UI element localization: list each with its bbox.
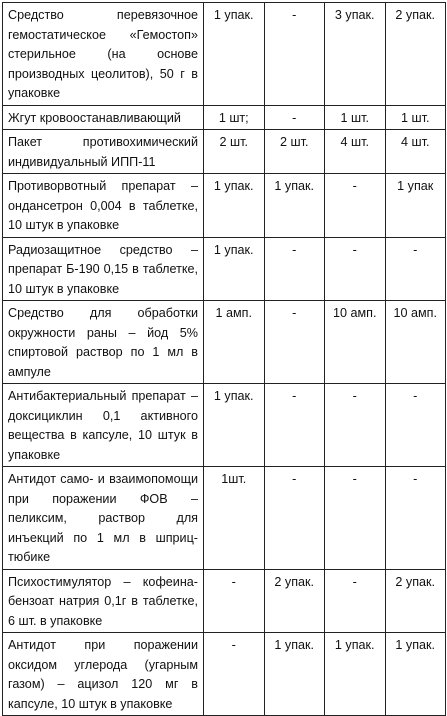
item-name-cell: Радиозащитное средство – препарат Б-190 0,15 в таблетке, 10 штук в упаковке	[3, 237, 204, 301]
quantity-cell: 2 упак.	[264, 569, 325, 633]
item-name-cell: Жгут кровоостанавливающий	[3, 105, 204, 130]
quantity-cell: -	[325, 237, 386, 301]
quantity-cell: 10 амп.	[325, 301, 386, 384]
quantity-cell: -	[204, 569, 265, 633]
table-row	[3, 569, 446, 633]
quantity-cell: -	[264, 467, 325, 570]
quantity-cell: -	[385, 384, 446, 467]
quantity-cell: 2 шт.	[264, 130, 325, 174]
quantity-cell: 4 шт.	[325, 130, 386, 174]
table-row	[3, 105, 446, 130]
table-row	[3, 237, 446, 301]
quantity-cell: 1 упак.	[264, 633, 325, 716]
item-name-cell: Антидот само- и взаимопомощи при поражении ФОВ – пеликсим, раствор для инъекций по 1 мл в шприц-тюбике	[3, 467, 204, 570]
quantity-cell: -	[204, 633, 265, 716]
quantity-cell: -	[385, 237, 446, 301]
quantity-cell: -	[325, 174, 386, 238]
quantity-cell: 1 упак.	[385, 633, 446, 716]
quantity-cell: 1 амп.	[204, 301, 265, 384]
quantity-cell: -	[264, 301, 325, 384]
supplies-table	[2, 2, 446, 716]
table-row	[3, 467, 446, 570]
quantity-cell: 1 упак	[385, 174, 446, 238]
quantity-cell: -	[264, 105, 325, 130]
quantity-cell: 1 упак.	[204, 237, 265, 301]
quantity-cell: -	[325, 467, 386, 570]
item-name-cell: Средство перевязочное гемостатическое «Гемостоп» стерильное (на основе производных цеолитов), 50 г в упаковке	[3, 3, 204, 106]
quantity-cell: 1 шт.	[385, 105, 446, 130]
table-row	[3, 301, 446, 384]
item-name-cell: Психостимулятор – кофеина-бензоат натрия 0,1г в таблетке, 6 шт. в упаковке	[3, 569, 204, 633]
item-name-cell: Антидот при поражении оксидом углерода (угарным газом) – ацизол 120 мг в капсуле, 10 штук в упаковке	[3, 633, 204, 716]
quantity-cell: -	[325, 569, 386, 633]
quantity-cell: 1 упак.	[264, 174, 325, 238]
item-name-cell: Средство для обработки окружности раны – йод 5% спиртовой раствор по 1 мл в ампуле	[3, 301, 204, 384]
quantity-cell: -	[264, 237, 325, 301]
quantity-cell: 1 шт.	[325, 105, 386, 130]
supplies-table-body	[3, 3, 446, 716]
item-name-cell: Антибактериальный препарат – доксициклин 0,1 активного вещества в капсуле, 10 штук в упаковке	[3, 384, 204, 467]
quantity-cell: -	[264, 3, 325, 106]
table-row	[3, 3, 446, 106]
quantity-cell: 1 шт;	[204, 105, 265, 130]
quantity-cell: 4 шт.	[385, 130, 446, 174]
quantity-cell: 1 упак.	[204, 384, 265, 467]
quantity-cell: 10 амп.	[385, 301, 446, 384]
quantity-cell: 1 упак.	[325, 633, 386, 716]
quantity-cell: 1 упак.	[204, 3, 265, 106]
quantity-cell: 1 упак.	[204, 174, 265, 238]
quantity-cell: 2 шт.	[204, 130, 265, 174]
quantity-cell: -	[325, 384, 386, 467]
quantity-cell: 3 упак.	[325, 3, 386, 106]
quantity-cell: 1шт.	[204, 467, 265, 570]
table-row	[3, 384, 446, 467]
table-row	[3, 130, 446, 174]
quantity-cell: -	[264, 384, 325, 467]
quantity-cell: -	[385, 467, 446, 570]
table-row	[3, 633, 446, 716]
quantity-cell: 2 упак.	[385, 569, 446, 633]
quantity-cell: 2 упак.	[385, 3, 446, 106]
item-name-cell: Пакет противохимический индивидуальный ИПП-11	[3, 130, 204, 174]
table-row	[3, 174, 446, 238]
item-name-cell: Противорвотный препарат – ондансетрон 0,004 в таблетке, 10 штук в упаковке	[3, 174, 204, 238]
